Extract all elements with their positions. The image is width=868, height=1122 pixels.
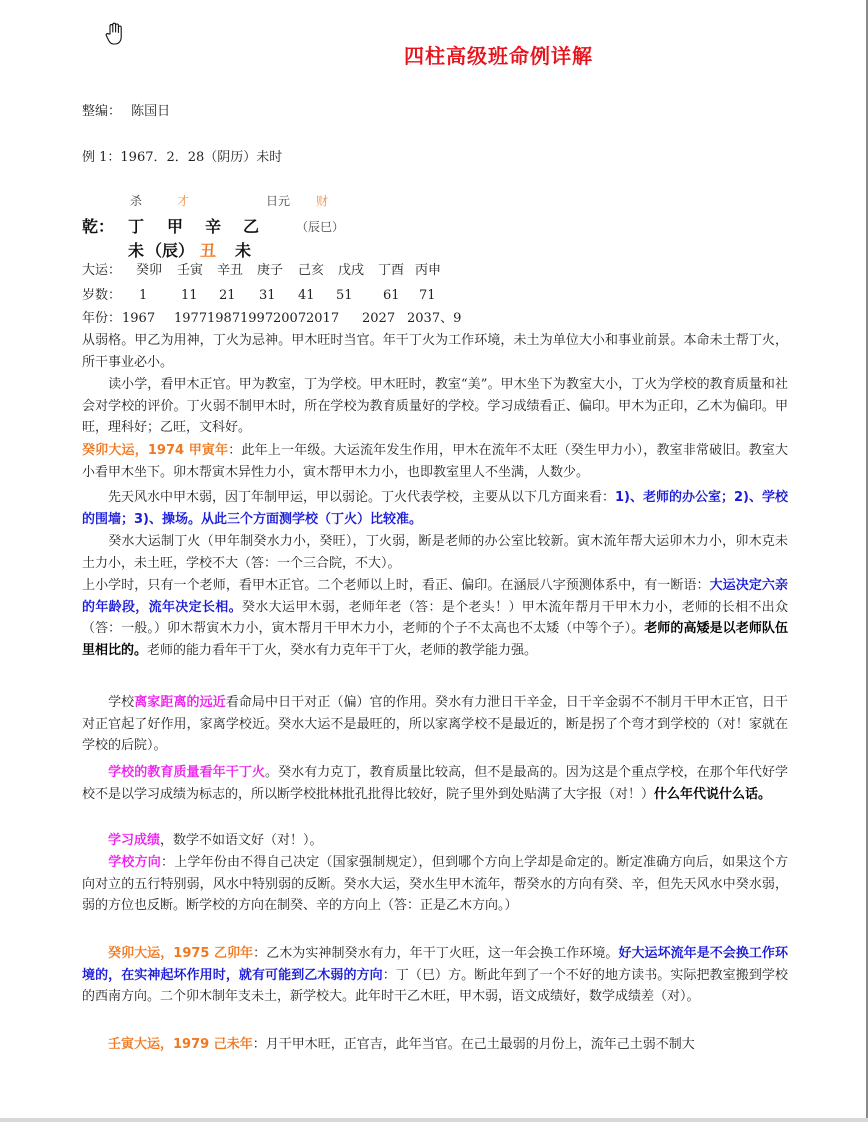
editor-name: 陈国日 xyxy=(131,104,171,119)
paragraph-10-text: ：上学年份由不得自己决定（国家强制规定），但到哪个方向上学却是命定的。断定准确方向后，如果这个方向对立的五行特别弱，风水中特别弱的反断。癸水大运，癸水生甲木流年，帮癸水的方向有癸、辛，但先天风水中癸水弱，弱的方位也反断。断学校的方向在制癸、辛的方向上（答：正是乙木方向。） xyxy=(82,855,788,914)
document-title: 四柱高级班命例详解 xyxy=(404,44,593,68)
paragraph-12 xyxy=(82,1034,788,1056)
dayun-item: 壬寅 xyxy=(177,263,204,278)
paragraph-8 xyxy=(82,762,788,805)
editor-line xyxy=(82,103,170,121)
paragraph-10 xyxy=(82,852,788,917)
paragraph-4 xyxy=(82,487,788,530)
paragraph-9 xyxy=(82,830,788,852)
paragraph-5 xyxy=(82,531,788,574)
age-item: 41 xyxy=(298,288,315,303)
kongwang: （辰巳） xyxy=(296,220,345,234)
dayun-item: 己亥 xyxy=(298,263,325,278)
year-item: 2017 xyxy=(306,311,340,326)
label-cai2: 财 xyxy=(316,194,329,208)
paragraph-9-text: ，数学不如语文好（对！）。 xyxy=(160,833,323,848)
page-edge-bottom xyxy=(0,1118,868,1122)
paragraph-8-text: 。癸水有力克丁，教育质量比较高，但不是最高的。因为这是个重点学校，在那个年代好学校不是以学习成绩为标志的，所以断学校批林批孔批得比较好，院子里外到处贴满了大字报（对！） xyxy=(82,765,788,802)
branch-day: 丑 xyxy=(200,241,217,260)
paragraph-7-text-a: 学校 xyxy=(108,695,135,710)
section-heading-1975: 癸卯大运，1975 乙卯年 xyxy=(108,946,254,961)
paragraph-8-highlight: 学校的教育质量看年干丁火 xyxy=(108,765,265,780)
stem-hour: 乙 xyxy=(243,217,260,236)
paragraph-7-text-b: 看命局中日干对正（偏）官的作用。癸水有力泄日干辛金，日干辛金弱不不制月干甲木正官，日干对正官起了好作用，家离学校近。癸水大运不是最旺的，所以家离学校不是最近的，断是拐了个弯才到学校的（对！家就在学校的后院）。 xyxy=(82,695,788,754)
year-item: 2037、9 xyxy=(407,311,462,326)
stem-year: 丁 xyxy=(128,217,145,236)
dayun-item: 庚子 xyxy=(257,263,284,278)
year-label: 年份： xyxy=(82,311,122,326)
paragraph-11-text-a: ：乙木为实神制癸水有力，年干丁火旺，这一年会换工作环境。 xyxy=(253,946,619,961)
editor-label: 整编： xyxy=(82,104,122,119)
age-item: 61 xyxy=(383,288,400,303)
dayun-label: 大运： xyxy=(82,263,122,278)
age-item: 1 xyxy=(139,288,148,303)
paragraph-6-bold: 老师的高矮是以老师队伍里相比的。 xyxy=(82,621,788,658)
year-item: 1977 xyxy=(174,311,208,326)
dayun-item: 戊戌 xyxy=(338,263,365,278)
label-cai: 才 xyxy=(177,194,190,208)
branch-month: （辰） xyxy=(146,241,195,260)
label-riyuan: 日元 xyxy=(266,194,291,208)
paragraph-11 xyxy=(82,943,788,1008)
paragraph-6 xyxy=(82,575,788,661)
example-line: 例 1：1967．2．28（阴历）未时 xyxy=(82,150,283,165)
paragraph-11-highlight: 好大运坏流年是不会换工作环境的，在实神起坏作用时，就有可能到乙木弱的方向 xyxy=(82,946,788,983)
paragraph-9-highlight: 学习成绩 xyxy=(108,833,161,848)
age-label: 岁数： xyxy=(82,288,122,303)
paragraph-5-text: 癸水大运制丁火（甲年制癸水力小，癸旺），丁火弱，断是老师的办公室比较新。寅木流年帮大运卯木力小，卯木克未土力小，未土旺，学校不大（答：一个三合院，不大）。 xyxy=(82,534,788,571)
paragraph-1: 从弱格。甲乙为用神，丁火为忌神。甲木旺时当官。年干丁火为工作环境，未土为单位大小和事业前景。本命未土帮丁火，所干事业必小。 xyxy=(82,333,788,370)
dayun-item: 癸卯 xyxy=(136,263,163,278)
dayun-item: 辛丑 xyxy=(217,263,244,278)
age-item: 71 xyxy=(419,288,436,303)
section-heading-1974: 癸卯大运，1974 甲寅年 xyxy=(82,443,229,458)
year-item: 2007 xyxy=(273,311,307,326)
dayun-item: 丙申 xyxy=(415,263,442,278)
paragraph-3 xyxy=(82,440,788,483)
paragraph-4-highlight: 1)、老师的办公室；2)、学校的围墙；3)、操场。从此三个方面测学校（丁火）比较准。 xyxy=(82,490,788,527)
label-sha: 杀 xyxy=(130,194,143,208)
paragraph-2 xyxy=(82,374,788,439)
year-item: 1997 xyxy=(240,311,274,326)
age-item: 51 xyxy=(336,288,353,303)
age-item: 21 xyxy=(219,288,236,303)
year-item: 2027 xyxy=(362,311,396,326)
paragraph-11-text-b: ：丁（巳）方。断此年到了一个不好的地方读书。实际把教室搬到学校的西南方向。二个卯木制年支未土，新学校大。此年时干乙木旺，甲木弱，语文成绩好，数学成绩差（对）。 xyxy=(82,967,788,1005)
paragraph-12-text: ：月干甲木旺，正官吉，此年当官。在己土最弱的月份上，流年己土弱不制大 xyxy=(252,1037,695,1052)
branch-hour: 未 xyxy=(235,241,252,260)
year-item: 1987 xyxy=(207,311,241,326)
paragraph-6-highlight: 大运决定六亲的年龄段，流年决定长相。 xyxy=(82,578,788,615)
stem-month: 甲 xyxy=(167,217,184,236)
age-item: 11 xyxy=(181,288,198,303)
paragraph-4-text: 先天风水中甲木弱，因丁年制甲运，甲以弱论。丁火代表学校，主要从以下几方面来看： xyxy=(108,490,616,505)
stem-day: 辛 xyxy=(205,217,222,236)
paragraph-8-bold: 什么年代说什么话。 xyxy=(654,786,772,802)
qian-label: 乾： xyxy=(82,217,115,236)
paragraph-6-text-a: 上小学时，只有一个老师，看甲木正官。二个老师以上时，看正、偏印。在涵辰八字预测体系中，有一断语： xyxy=(82,578,710,593)
section-heading-1979: 壬寅大运，1979 己未年 xyxy=(108,1037,253,1052)
paragraph-2-text: 读小学，看甲木正官。甲为教室，丁为学校。甲木旺时，教室“美”。甲木坐下为教室大小，丁火为学校的教育质量和社会对学校的评价。丁火弱不制甲木时，所在学校为教育质量好的学校。学习成绩看正、偏印。甲木为正印，乙木为偏印。甲旺，理科好；乙旺，文科好。 xyxy=(82,377,788,436)
year-item: 1967 xyxy=(122,311,156,326)
paragraph-6-text-c: 老师的能力看年干丁火，癸水有力克年干丁火，老师的教学能力强。 xyxy=(147,642,538,658)
paragraph-7-highlight: 离家距离的远近 xyxy=(134,695,226,710)
paragraph-3-text: ：此年上一年级。大运流年发生作用，甲木在流年不太旺（癸生甲力小），教室非常破旧。教室大小看甲木坐下。卯木帮寅木异性力小，寅木帮甲木力小，也即教室里人不坐满，人数少。 xyxy=(82,443,788,480)
age-item: 31 xyxy=(259,288,276,303)
paragraph-10-highlight: 学校方向 xyxy=(108,855,162,870)
dayun-item: 丁酉 xyxy=(378,263,405,278)
branch-year: 未 xyxy=(128,241,145,260)
paragraph-6-text-b: 癸水大运甲木弱，老师年老（答：是个老头！）甲木流年帮月干甲木力小，老师的长相不出众（答：一般。）卯木帮寅木力小，寅木帮月干甲木力小，老师的个子不太高也不太矮（中等个子）。 xyxy=(82,599,788,637)
paragraph-7 xyxy=(82,692,788,757)
